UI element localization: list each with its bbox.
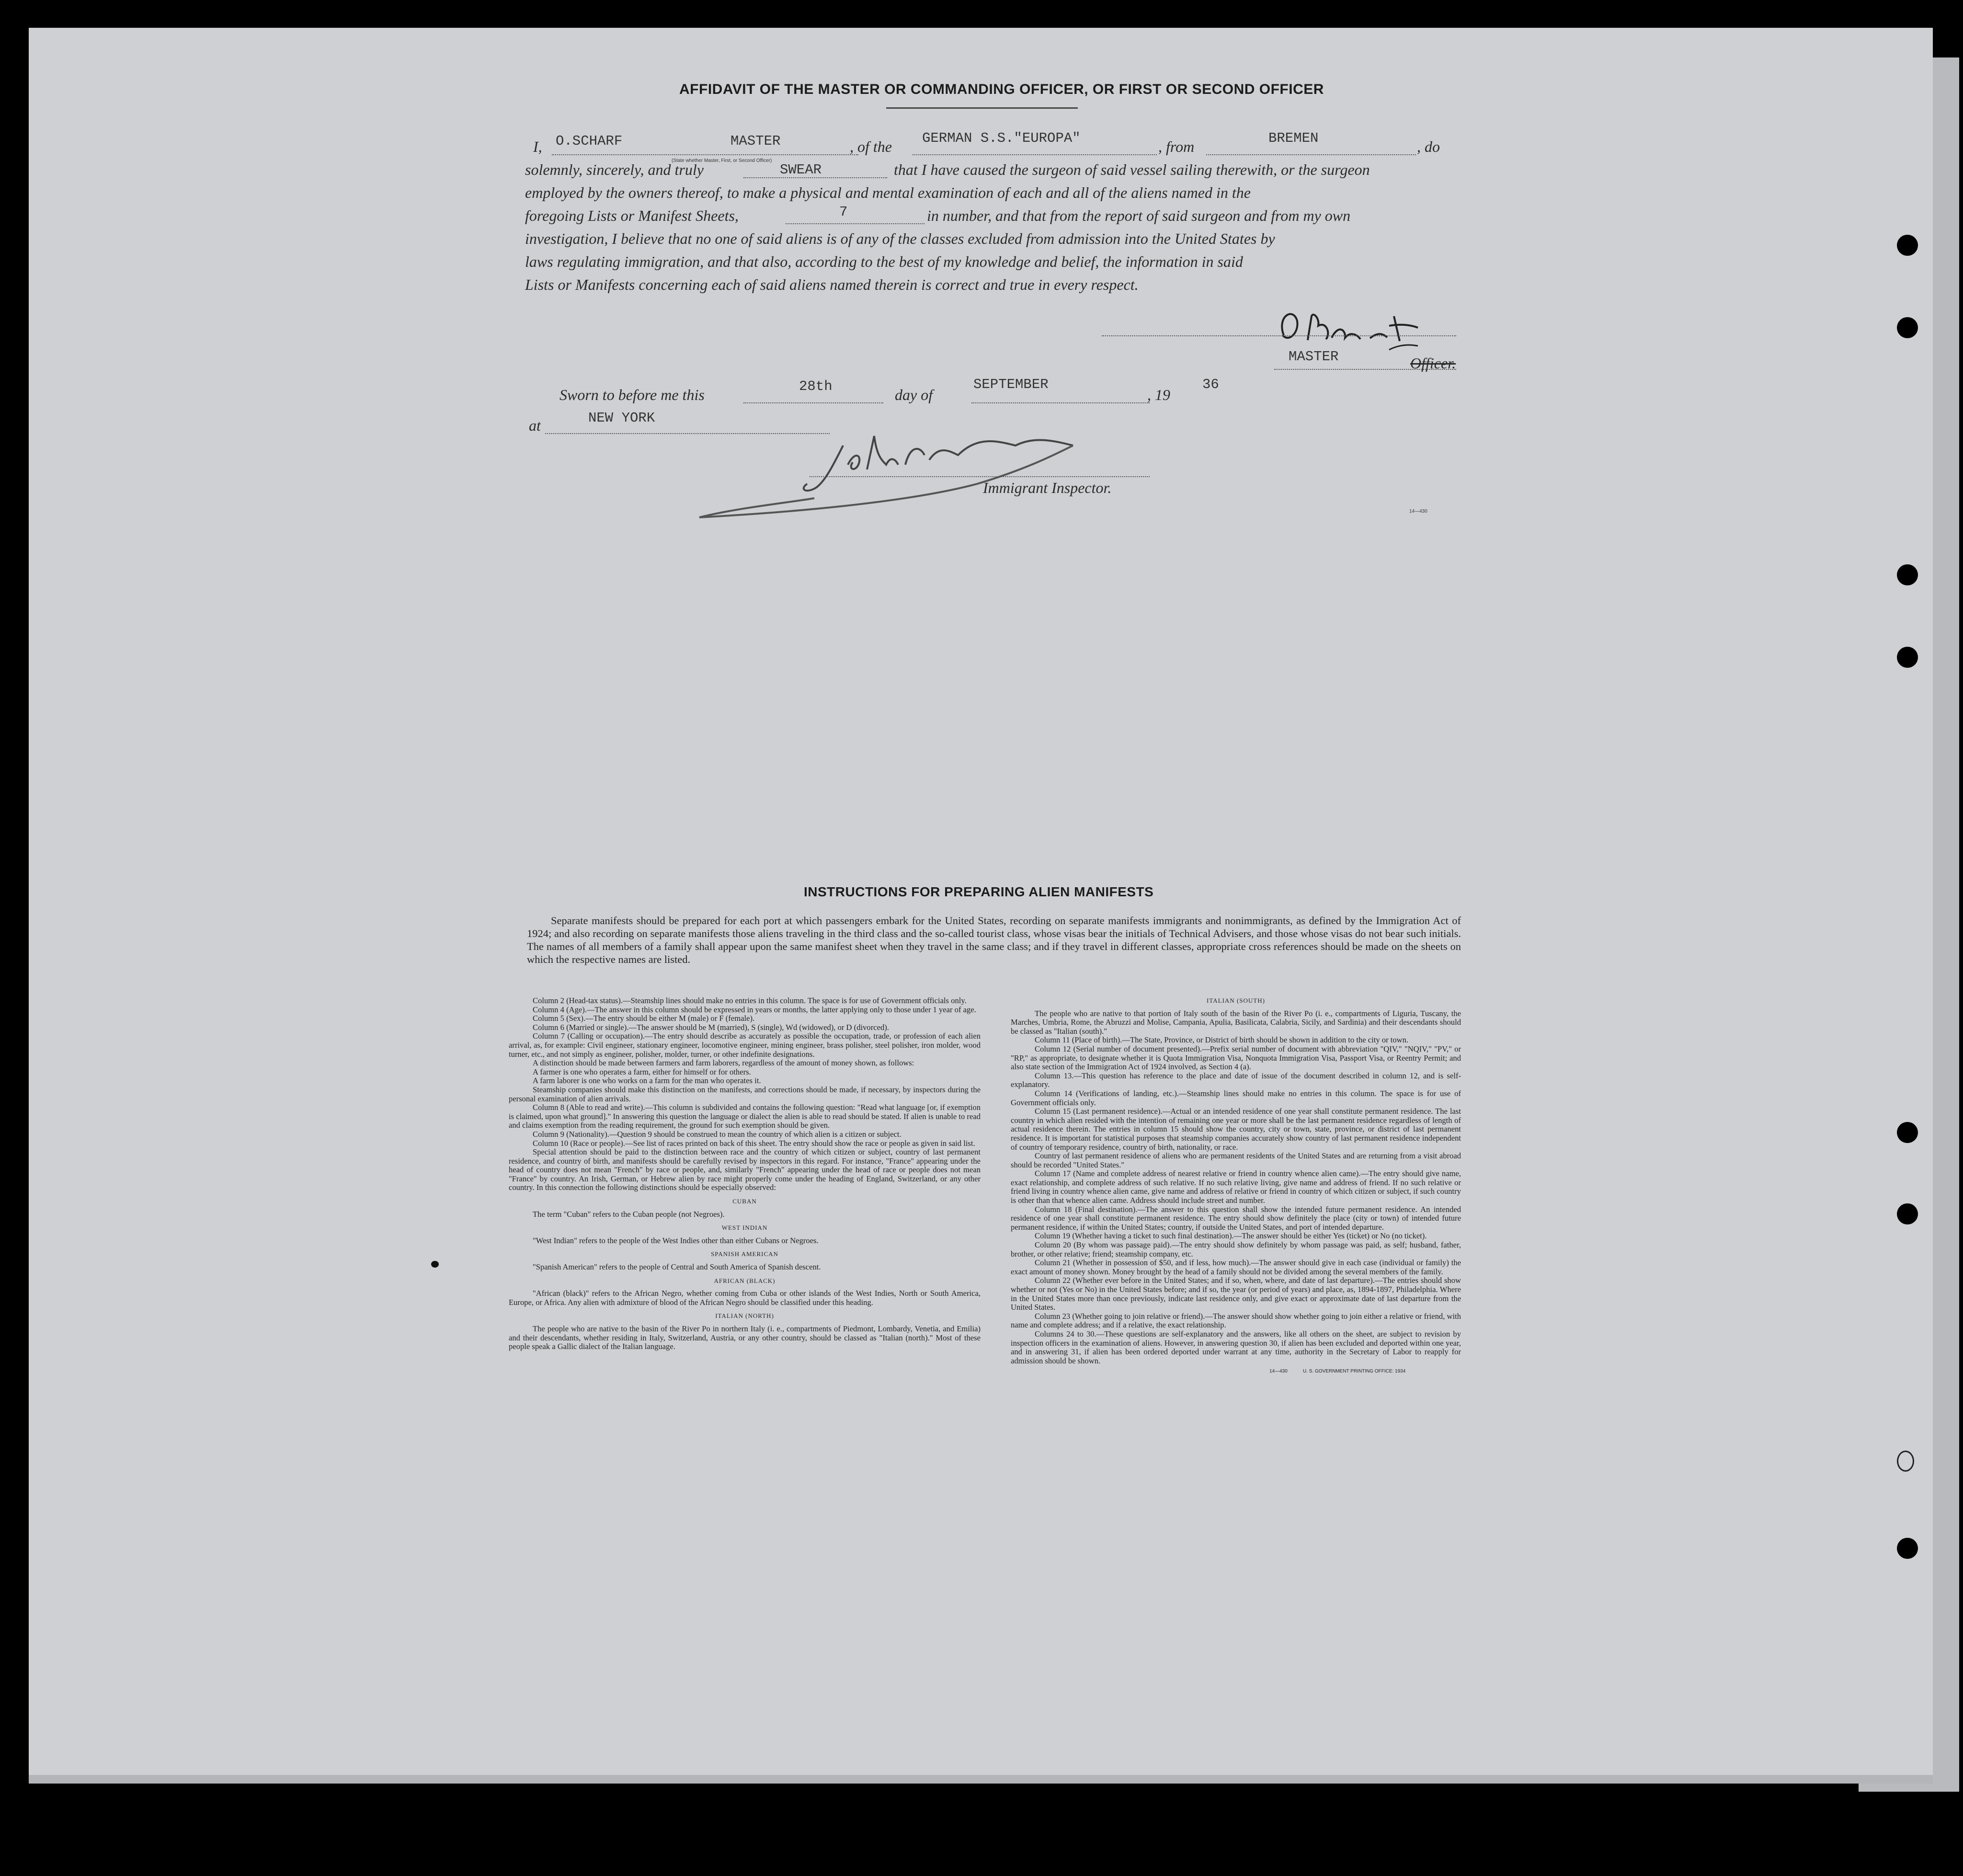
- left-para-9: Steamship companies should make this distinction on the manifests, and corrections should be made, if necessary, by inspectors during the personal examination of alien arrivals.: [509, 1085, 981, 1103]
- from-label: , from: [1158, 138, 1195, 155]
- footer-form-number: 14—430: [1269, 1369, 1288, 1374]
- month-line: [971, 402, 1150, 403]
- oath-word: SWEAR: [780, 162, 822, 178]
- right-para-12: Column 22 (Whether ever before in the United States; and if so, when, where, and date of last departure).—The entries should show whether or not (Yes or No) in the United States before; and if so, the year (or period of years) and place, as, 1894-1897, Philadelphia. Where in the United States more than once previously, indicate last residence only, and give exact or approximate date of last departure from the United States.: [1011, 1276, 1461, 1312]
- right-para-11: Column 21 (Whether in possession of $50, and if less, how much).—The answer should give in each case (individual or family) the exact amount of money shown. Money brought by the head of a family should not be divided among the several members of the family.: [1011, 1258, 1461, 1276]
- right-para-10: Column 20 (By whom was passage paid).—The entry should show definitely by whom passage was paid, as self; husband, father, brother, or other relative; friend; steamship company, etc.: [1011, 1240, 1461, 1258]
- affidavit-line-6: laws regulating immigration, and that also, according to the best of my knowledge and belief, the information in said: [525, 253, 1243, 270]
- affidavit-line-5: investigation, I believe that no one of said aliens is of any of the classes excluded from admission into the United States by: [525, 230, 1275, 247]
- i-prefix: I,: [533, 138, 542, 155]
- affidavit-line-4a: foregoing Lists or Manifest Sheets,: [525, 207, 739, 224]
- day-line: [743, 402, 883, 403]
- left-para-7: A farmer is one who operates a farm, either for himself or for others.: [533, 1067, 751, 1076]
- heading-italian-north: ITALIAN (NORTH): [715, 1312, 774, 1320]
- heading-west-indian: WEST INDIAN: [721, 1224, 768, 1232]
- para-cuban: The term "Cuban" refers to the Cuban people (not Negroes).: [533, 1209, 725, 1219]
- left-para-12: Column 10 (Race or people).—See list of races printed on back of this sheet. The entry should show the race or people as given in said list.: [533, 1138, 975, 1148]
- page-fold-shadow: [29, 1775, 1933, 1784]
- left-para-6: A distinction should be made between farmers and farm laborers, regardless of the amount of money shown, as follows:: [533, 1058, 914, 1068]
- para-italian-north: The people who are native to the basin of the River Po in northern Italy (i. e., compartments of Piedmont, Lombardy, Venetia, and Emilia) and their descendants, whether residing in Italy, Switzerland, Austria, or any other country, should be classed as "Italian (north)." Most of these people speak a Gallic dialect of the Italian language.: [509, 1324, 981, 1351]
- instructions-left-column: [509, 996, 981, 1351]
- left-para-2: Column 4 (Age).—The answer in this column should be expressed in years or months, the latter applying only to those under 1 year of age.: [533, 1005, 976, 1014]
- sheets-count: 7: [839, 204, 848, 220]
- place-value: NEW YORK: [588, 410, 655, 426]
- punch-hole-7: [1897, 1451, 1914, 1472]
- heading-african: AFRICAN (BLACK): [714, 1277, 776, 1284]
- affidavit-line-2: that I have caused the surgeon of said vessel sailing therewith, or the surgeon: [894, 161, 1370, 178]
- left-para-1: Column 2 (Head-tax status).—Steamship lines should make no entries in this column. The space is for use of Government officials only.: [533, 996, 967, 1005]
- left-para-8: A farm laborer is one who works on a farm for the man who operates it.: [533, 1076, 761, 1086]
- instructions-title: INSTRUCTIONS FOR PREPARING ALIEN MANIFESTS: [804, 884, 1154, 899]
- right-para-9: Column 19 (Whether having a ticket to such final destination).—The answer should be either Yes (ticket) or No (no ticket).: [1035, 1231, 1427, 1241]
- title-rule: [886, 107, 1078, 109]
- left-para-13: Special attention should be paid to the distinction between race and the country of which citizen or subject, country of last permanent residence, and country of birth, and manifests should be carefully revised by inspectors in this regard. For instance, "France" appearing under the head of country does not mean "French" by race or people, and, similarly "French" appearing under the head of race or people does not mean "France" by country. An Irish, German, or Hebrew alien by race might properly come under the heading of England, Switzerland, or any other country. In this connection the following distinctions should be especially observed:: [509, 1147, 981, 1192]
- master-signature-line: [1102, 335, 1456, 336]
- left-para-5: Column 7 (Calling or occupation).—The entry should describe as accurately as possible the occupation, trade, or profession of each alien arrival, as, for example: Civil engineer, stationary engineer, locomotive engineer, mining engineer, brass polisher, steel polisher, iron molder, wood turner, etc., and not simply as engineer, polisher, molder, turner, or other indefinite designations.: [509, 1031, 981, 1059]
- left-para-10: Column 8 (Able to read and write).—This column is subdivided and contains the following question: "Read what language [or, if exemption is claimed, upon what ground]." In answering this question the language or dialect the alien is able to read should be stated. If alien is unable to read and claims exemption from the reading requirement, the ground for such exemption should be given.: [509, 1103, 981, 1130]
- vessel-line: [913, 154, 1157, 155]
- right-para-5: Column 15 (Last permanent residence).—Actual or an intended residence of one year shall constitute permanent residence. The last country in which alien resided with the intention of remaining one year or more shall be the last permanent residence regardless of length of actual residence therein. The entries in column 15 should show the country, city or town, state, province, or district of last permanent residence. It is important for statistical purposes that steamship companies accurately show country of last permanent residence independent of country of temporary residence, country of birth, nationality, or race.: [1011, 1107, 1461, 1152]
- sheets-line: [786, 223, 924, 224]
- affidavit-title: AFFIDAVIT OF THE MASTER OR COMMANDING OFFICER, OR FIRST OR SECOND OFFICER: [679, 81, 1324, 97]
- oath-prefix: solemnly, sincerely, and truly: [525, 161, 704, 178]
- rank-value: MASTER: [730, 133, 781, 149]
- right-para-6: Country of last permanent residence of aliens who are permanent residents of the United States and are returning from a visit abroad should be recorded "United States.": [1011, 1151, 1461, 1169]
- left-para-3: Column 5 (Sex).—The entry should be either M (male) or F (female).: [533, 1014, 755, 1023]
- punch-hole-6: [1897, 1203, 1918, 1224]
- right-para-1: Column 11 (Place of birth).—The State, Province, or District of birth should be shown in addition to the city or town.: [1035, 1035, 1409, 1045]
- affidavit-line-4b: in number, and that from the report of said surgeon and from my own: [927, 207, 1351, 224]
- punch-hole-2: [1897, 317, 1918, 338]
- left-para-4: Column 6 (Married or single).—The answer should be M (married), S (single), Wd (widowed), or D (divorced).: [533, 1022, 889, 1032]
- punch-hole-1: [1897, 235, 1918, 256]
- right-para-8: Column 18 (Final destination).—The answer to this question shall show the intended future permanent residence. An intended residence of one year shall constitute permanent residence. The entry should show definitely the place (city or town) of intended future permanent residence, if within the United States; country, if outside the United States, and port of intended departure.: [1011, 1204, 1461, 1232]
- port-name: BREMEN: [1268, 130, 1319, 146]
- master-line: [552, 154, 858, 155]
- footer-printer: U. S. GOVERNMENT PRINTING OFFICE: 1934: [1303, 1369, 1406, 1374]
- inspector-label: Immigrant Inspector.: [983, 479, 1112, 496]
- right-para-13: Column 23 (Whether going to join relative or friend).—The answer should show whether going to join either a relative or friend, with name and complete address; and if a relative, the exact relationship.: [1011, 1311, 1461, 1330]
- punch-hole-8: [1897, 1538, 1918, 1559]
- instructions-intro: Separate manifests should be prepared for each port at which passengers embark for the United States, recording on separate manifests immigrants and nonimmigrants, as defined by the Immigration Act of 1924; and also recording on separate manifests those aliens traveling in the third class and the so-called tourist class, whose visas bear the initials of Technical Advisers, and those whose visas do not bear such initials. The names of all members of a family shall appear upon the same manifest sheet when they travel in the same class; and if they travel in different classes, appropriate cross references should be made on the sheets on which the respective names are listed.: [527, 915, 1461, 965]
- affidavit-line-3: employed by the owners thereof, to make a physical and mental examination of each and all of the aliens named in the: [525, 184, 1251, 201]
- affidavit-line-7: Lists or Manifests concerning each of said aliens named therein is correct and true in every respect.: [525, 276, 1139, 293]
- signer-rank: MASTER: [1289, 349, 1339, 365]
- heading-italian-south: ITALIAN (SOUTH): [1207, 997, 1265, 1004]
- left-para-11: Column 9 (Nationality).—Question 9 should be construed to mean the country of which alien is a citizen or subject.: [533, 1129, 902, 1139]
- of-the-label: , of the: [850, 138, 892, 155]
- para-west-indian: "West Indian" refers to the people of the West Indies other than either Cubans or Negroes.: [533, 1235, 819, 1245]
- year-suffix: 36: [1202, 377, 1219, 392]
- punch-hole-5: [1897, 1122, 1918, 1143]
- day-of-label: day of: [895, 386, 933, 403]
- instructions-footer: [1011, 1367, 1461, 1377]
- inspector-line: [810, 476, 1150, 477]
- ink-spot: [431, 1261, 439, 1268]
- heading-spanish-american: SPANISH AMERICAN: [711, 1250, 778, 1258]
- at-label: at: [529, 417, 541, 434]
- right-para-14: Columns 24 to 30.—These questions are self-explanatory and the answers, like all others on the sheet, are subject to revision by inspection officers in the examination of aliens. However, in answering question 30, if alien has been excluded and deported within one year, and in answering 31, if alien has been ordered deported under warrant at any time, authority in the Secretary of Labor to reapply for admission should be shown.: [1011, 1329, 1461, 1365]
- right-para-7: Column 17 (Name and complete address of nearest relative or friend in country whence alien came).—The entry should give name, exact relationship, and complete address of such relative. If no such relative living, give name and address of friend. If no such relative or friend living in country whence alien came, give name and address of relative or friend in country of which citizen or subject, if such country is other than that whence alien came. Address should include street and number.: [1011, 1169, 1461, 1205]
- officer-label: Officer.: [1410, 355, 1456, 372]
- day-number: 28th: [799, 378, 833, 394]
- right-para-4: Column 14 (Verifications of landing, etc.).—Steamship lines should make no entries in this column. The space is for use of Government officials only.: [1011, 1088, 1461, 1107]
- year-prefix: , 19: [1147, 386, 1170, 403]
- para-spanish-american: "Spanish American" refers to the people of Central and South America of Spanish descent.: [533, 1262, 821, 1272]
- rank-note: (State whether Master, First, or Second Officer): [672, 158, 772, 163]
- vessel-name: GERMAN S.S."EUROPA": [922, 130, 1081, 146]
- rank-line: [1274, 369, 1456, 370]
- para-italian-south: The people who are native to that portion of Italy south of the basin of the River Po (i. e., compartments of Liguria, Tuscany, the Marches, Umbria, Rome, the Abruzzi and Molise, Campania, Apulia, Basilicata, Calabria, Sicily, and Sardinia) and their descendants should be classed as "Italian (south).": [1011, 1008, 1461, 1036]
- right-para-2: Column 12 (Serial number of document presented).—Prefix serial number of document with abbreviation "QIV," "NQIV," "PV," or "RP," as appropriate, to designate whether it is Quota Immigration Visa, Nonquota Immigration Visa, Passport Visa, or Reentry Permit; and also state section of the Immigration Act of 1924 involved, as Section 4 (a).: [1011, 1044, 1461, 1072]
- para-african: "African (black)" refers to the African Negro, whether coming from Cuba or other islands of the West Indies, North or South America, Europe, or Africa. Any alien with admixture of blood of the African Negro should be classified under this heading.: [509, 1289, 981, 1307]
- month-value: SEPTEMBER: [973, 377, 1049, 392]
- port-line: [1206, 154, 1416, 155]
- heading-cuban: CUBAN: [732, 1198, 757, 1205]
- do-label: , do: [1417, 138, 1440, 155]
- right-para-3: Column 13.—This question has reference to the place and date of issue of the document described in column 12, and is self-explanatory.: [1011, 1071, 1461, 1089]
- instructions-right-column: [1011, 996, 1461, 1377]
- master-name: O.SCHARF: [556, 133, 623, 149]
- sworn-label: Sworn to before me this: [559, 386, 705, 403]
- inspector-signature: [690, 417, 1121, 522]
- punch-hole-3: [1897, 564, 1918, 585]
- affidavit-form-number: 14—430: [1409, 509, 1427, 514]
- punch-hole-4: [1897, 647, 1918, 668]
